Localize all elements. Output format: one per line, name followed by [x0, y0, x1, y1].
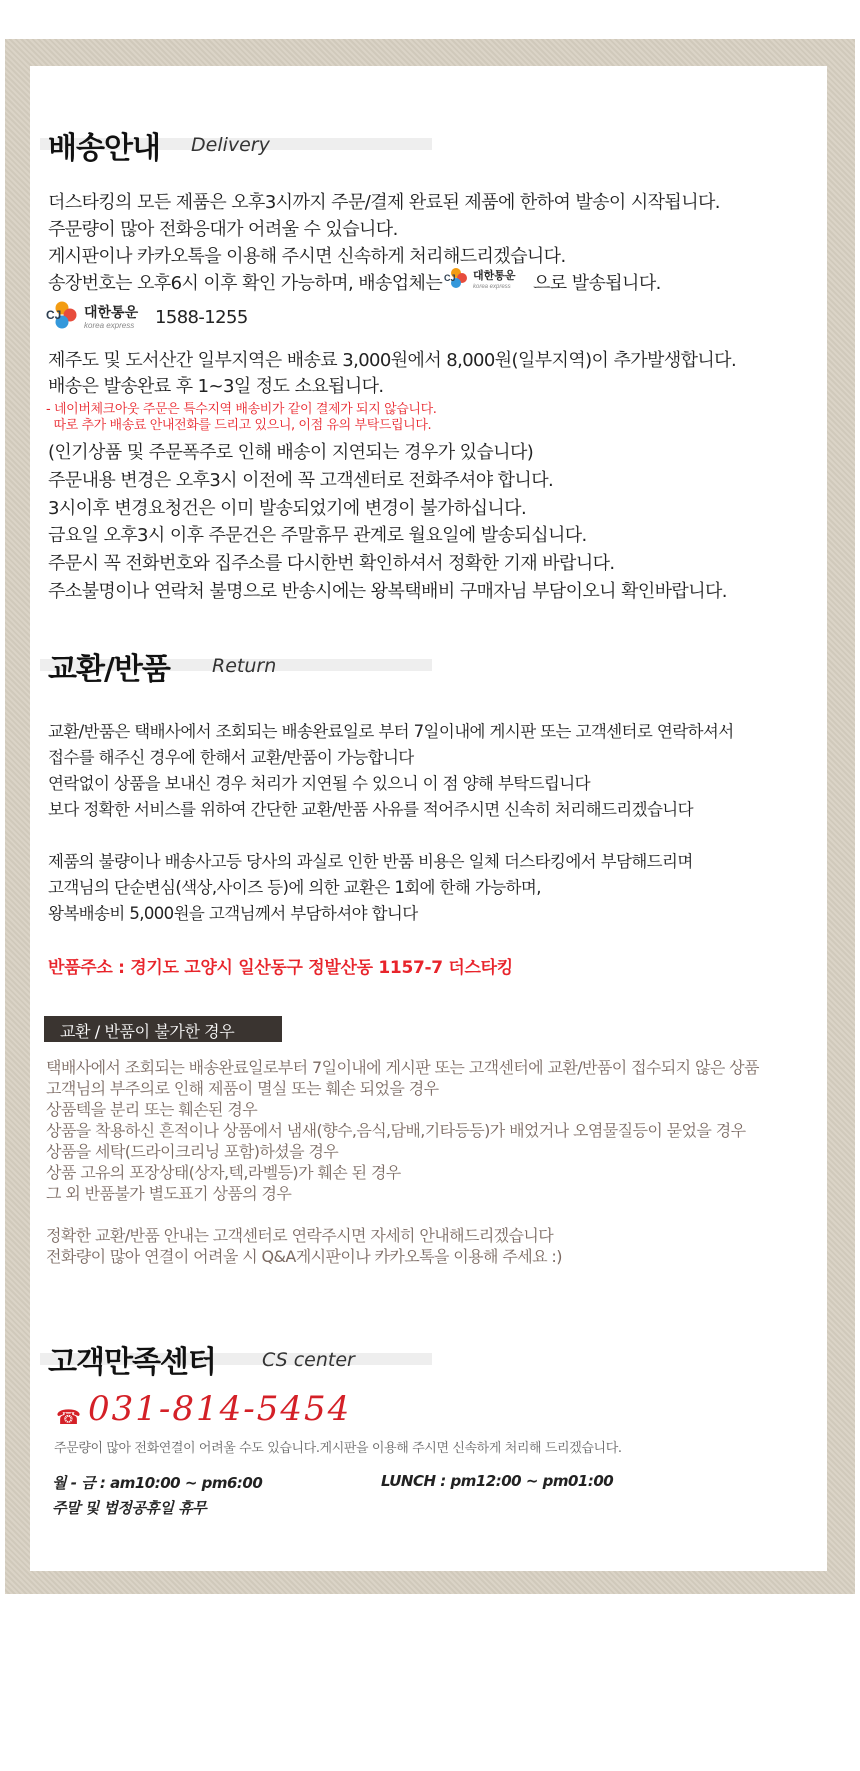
extra-line: 주문내용 변경은 오후3시 이전에 꼭 고객센터로 전화주셔야 합니다. [48, 470, 554, 491]
extra-line: 주문시 꼭 전화번호와 집주소를 다시한번 확인하셔서 정확한 기재 바랍니다. [48, 553, 615, 574]
not-allowed-heading-text: 교환 / 반품이 불가한 경우 [60, 1022, 235, 1041]
return-line: 연락없이 상품을 보내신 경우 처리가 지연될 수 있으니 이 점 양해 부탁드립니다 [48, 774, 590, 793]
not-allowed-item: 상품을 착용하신 흔적이나 상품에서 냄새(향수,음식,담배,기타등등)가 배었거나 오염물질등이 묻었을 경우 [46, 1121, 746, 1140]
return-closing-line: 전화량이 많아 연결이 어려울 시 Q&A게시판이나 카카오톡을 이용해 주세요 :) [46, 1247, 562, 1266]
delivery-line: 더스타킹의 모든 제품은 오후3시까지 주문/결제 완료된 제품에 한하여 발송이 시작됩니다. [48, 192, 720, 213]
delivery-carrier-suffix: 으로 발송됩니다. [533, 273, 661, 294]
cs-lunch: LUNCH : pm12:00 ~ pm01:00 [381, 1472, 614, 1490]
extra-line: 3시이후 변경요청건은 이미 발송되었기에 변경이 불가하십니다. [48, 498, 527, 519]
cs-phone-number: 031-814-5454 [88, 1389, 352, 1429]
return-title: 교환/반품 [48, 652, 170, 687]
return-line: 제품의 불량이나 배송사고등 당사의 과실로 인한 반품 비용은 일체 더스타킹에서 부담해드리며 [48, 852, 693, 871]
carrier-brand: 대한통운 [84, 305, 139, 321]
phone-icon: ☎ [56, 1405, 81, 1429]
not-allowed-item: 상품 고유의 포장상태(상자,텍,라벨등)가 훼손 된 경우 [46, 1163, 401, 1182]
carrier-phone: 1588-1255 [155, 307, 248, 328]
not-allowed-item: 고객님의 부주의로 인해 제품이 멸실 또는 훼손 되었을 경우 [46, 1079, 439, 1098]
return-address: 반품주소 : 경기도 고양시 일산동구 정발산동 1157-7 더스타킹 [48, 958, 513, 978]
return-line: 교환/반품은 택배사에서 조회되는 배송완료일로 부터 7일이내에 게시판 또는 고객센터로 연락하셔서 [48, 722, 734, 741]
not-allowed-heading [44, 1016, 282, 1042]
cj-logicstics-logo-small [443, 264, 527, 292]
cj-logistics-logo [46, 297, 146, 333]
return-line: 보다 정확한 서비스를 위하여 간단한 교환/반품 사유를 적어주시면 신속히 처리해드리겠습니다 [48, 800, 693, 819]
return-subtitle: Return [212, 655, 277, 677]
not-allowed-item: 그 외 반품불가 별도표기 상품의 경우 [46, 1184, 292, 1203]
notice-line: 따로 추가 배송료 안내전화를 드리고 있으니, 이점 유의 부탁드립니다. [46, 418, 432, 433]
not-allowed-item: 상품텍을 분리 또는 훼손된 경우 [46, 1100, 258, 1119]
svg-text:CJ: CJ [444, 273, 456, 283]
not-allowed-item: 상품을 세탁(드라이크리닝 포함)하셨을 경우 [46, 1142, 339, 1161]
carrier-brand-small: 대한통운 [473, 269, 516, 282]
cs-hours: 월 - 금 : am10:00 ~ pm6:00 [52, 1474, 263, 1492]
cs-note: 주문량이 많아 전화연결이 어려울 수도 있습니다.게시판을 이용해 주시면 신속하게 처리해 드리겠습니다. [54, 1441, 622, 1456]
cj-logo-text: CJ [46, 308, 62, 322]
return-closing-line: 정확한 교환/반품 안내는 고객센터로 연락주시면 자세히 안내해드리겠습니다 [46, 1226, 554, 1245]
delivery-title: 배송안내 [48, 131, 160, 166]
extra-line: 주소불명이나 연락처 불명으로 반송시에는 왕복택배비 구매자님 부담이오니 확인바랍니다. [48, 581, 727, 602]
delivery-line: 게시판이나 카카오톡을 이용해 주시면 신속하게 처리해드리겠습니다. [48, 246, 566, 267]
delivery-line: 주문량이 많아 전화응대가 어려울 수 있습니다. [48, 219, 398, 240]
extra-line: 금요일 오후3시 이후 주문건은 주말휴무 관계로 월요일에 발송되십니다. [48, 525, 587, 546]
delivery-subtitle: Delivery [191, 134, 270, 156]
cs-title: 고객만족센터 [48, 1345, 216, 1380]
extra-line: (인기상품 및 주문폭주로 인해 배송이 지연되는 경우가 있습니다) [48, 442, 534, 463]
carrier-brand-sub-small: korea express [473, 284, 511, 290]
return-line: 왕복배송비 5,000원을 고객님께서 부담하셔야 합니다 [48, 904, 418, 923]
cs-closed-days: 주말 및 법정공휴일 휴무 [52, 1499, 207, 1517]
island-line: 제주도 및 도서산간 일부지역은 배송료 3,000원에서 8,000원(일부지역)이 추가발생합니다. [48, 350, 737, 371]
return-line: 접수를 해주신 경우에 한해서 교환/반품이 가능합니다 [48, 748, 414, 767]
return-line: 고객님의 단순변심(색상,사이즈 등)에 의한 교환은 1회에 한해 가능하며, [48, 878, 541, 897]
cs-subtitle: CS center [262, 1349, 355, 1371]
carrier-brand-sub: korea express [84, 321, 135, 330]
island-line: 배송은 발송완료 후 1~3일 정도 소요됩니다. [48, 376, 384, 397]
not-allowed-item: 택배사에서 조회되는 배송완료일로부터 7일이내에 게시판 또는 고객센터에 교환/반품이 접수되지 않은 상품 [46, 1058, 759, 1077]
delivery-carrier-prefix: 송장번호는 오후6시 이후 확인 가능하며, 배송업체는 [48, 273, 443, 294]
notice-line: - 네이버체크아웃 주문은 특수지역 배송비가 같이 결제가 되지 않습니다. [46, 402, 437, 417]
